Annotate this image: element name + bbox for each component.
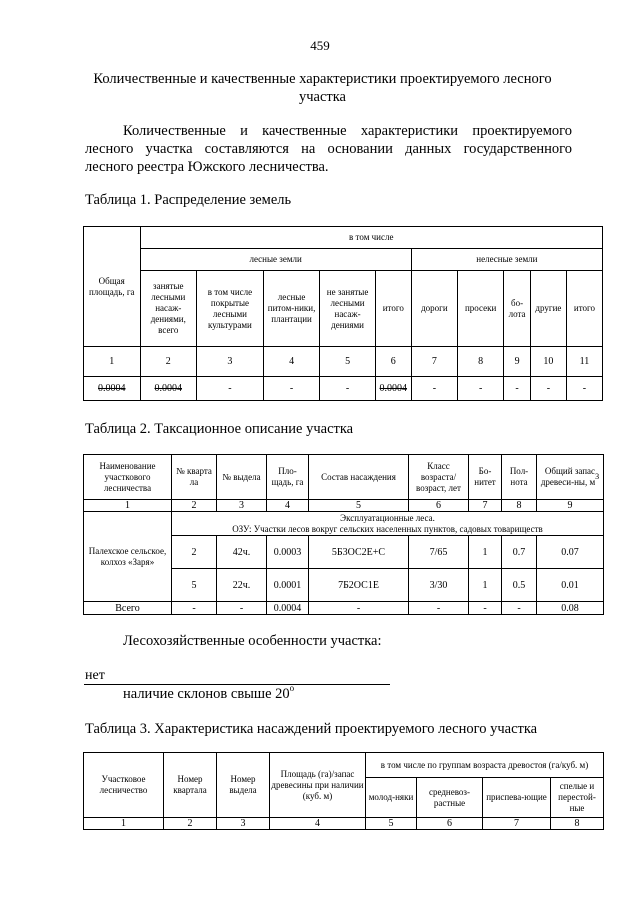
table-cell: - (530, 377, 566, 401)
table-cell: 0.0001 (267, 569, 309, 602)
header-column: бо-лота (504, 271, 531, 347)
table-cell: - (172, 602, 217, 615)
column-number: 1 (84, 818, 164, 830)
column-number: 6 (375, 347, 411, 377)
header-column: просеки (458, 271, 504, 347)
column-number: 5 (366, 818, 417, 830)
table-cell: 0.5 (502, 569, 537, 602)
column-number: 7 (483, 818, 551, 830)
table-cell: 5 (172, 569, 217, 602)
column-number: 4 (267, 500, 309, 512)
table-cell: 42ч. (217, 536, 267, 569)
taxation-table (83, 454, 604, 615)
header-column: занятые лесными насаж-дениями, всего (140, 271, 197, 347)
document-title-line-2: участка (298, 89, 346, 105)
header-column: лесные питом-ники, плантации (263, 271, 320, 347)
column-number: 5 (320, 347, 375, 377)
forest-category-line-2: ОЗУ: Участки лесов вокруг сельских населенных пунктов, садовых товариществ (232, 523, 543, 534)
header-age-groups: в том числе по группам возраста древостоя (га/куб. м) (366, 753, 604, 778)
column-number: 1 (84, 347, 141, 377)
slope-value: нет (85, 668, 105, 683)
table-cell: 7/65 (409, 536, 469, 569)
column-number: 11 (566, 347, 602, 377)
header-column: итого (375, 271, 411, 347)
column-number: 7 (469, 500, 502, 512)
header-column: не занятые лесными насаж-дениями (320, 271, 375, 347)
stand-characteristics-table (83, 752, 604, 830)
header-column: дороги (411, 271, 457, 347)
column-number: 6 (409, 500, 469, 512)
table1-caption: Таблица 1. Распределение земель (85, 192, 292, 208)
column-number: 7 (411, 347, 457, 377)
forest-category-note (172, 512, 604, 536)
column-number: 9 (537, 500, 604, 512)
slope-label-text: наличие склонов свыше 20 (123, 686, 290, 702)
column-number: 2 (172, 500, 217, 512)
header-area: Пло-щадь, га (267, 455, 309, 500)
header-volume (537, 455, 604, 500)
column-number: 3 (217, 818, 270, 830)
column-number: 8 (551, 818, 604, 830)
header-young: молод-няки (366, 778, 417, 818)
column-number: 10 (530, 347, 566, 377)
column-number: 8 (502, 500, 537, 512)
header-volume-label: Общий запас древеси-ны, м (540, 466, 596, 487)
table-cell: - (309, 602, 409, 615)
table-cell: 22ч. (217, 569, 267, 602)
section-heading: Лесохозяйственные особенности участка: (123, 633, 382, 649)
degree-sign: o (289, 683, 295, 693)
header-quarter: Номер квартала (164, 753, 217, 818)
header-allotment: № выдела (217, 455, 267, 500)
table-cell: 5Б3ОС2Е+С (309, 536, 409, 569)
header-nonforest-lands: нелесные земли (411, 249, 602, 271)
table-cell: - (566, 377, 602, 401)
header-forestry: Участковое лесничество (84, 753, 164, 818)
header-composition: Состав насаждения (309, 455, 409, 500)
header-column: в том числе покрытые лесными культурами (197, 271, 264, 347)
table-cell: 1 (469, 536, 502, 569)
table-cell: - (502, 602, 537, 615)
header-total-area: Общая площадь, га (84, 227, 141, 347)
table-cell: - (458, 377, 504, 401)
header-column: итого (566, 271, 602, 347)
table-cell: 0.07 (537, 536, 604, 569)
forestry-name: Палехское сельское, колхоз «Заря» (84, 512, 172, 602)
table-cell: 7Б2ОС1Е (309, 569, 409, 602)
table-cell: 0.0003 (267, 536, 309, 569)
column-number: 4 (263, 347, 320, 377)
table-cell: - (217, 602, 267, 615)
column-number: 3 (217, 500, 267, 512)
document-title (80, 70, 565, 106)
header-bonitet: Бо-нитет (469, 455, 502, 500)
column-number: 4 (270, 818, 366, 830)
header-middle-aged: средневоз-растные (417, 778, 483, 818)
table-cell: 2 (172, 536, 217, 569)
total-label: Всего (84, 602, 172, 615)
table-cell: 0.0004 (267, 602, 309, 615)
table-cell: - (504, 377, 531, 401)
header-allotment: Номер выдела (217, 753, 270, 818)
column-number: 3 (197, 347, 264, 377)
volume-unit-superscript: 3 (595, 472, 600, 481)
table-cell: 0.0004 (140, 377, 197, 401)
table-cell: - (320, 377, 375, 401)
slope-label (123, 683, 295, 703)
header-maturing: приспева-ющие (483, 778, 551, 818)
underline-divider (84, 684, 390, 685)
table-cell: - (411, 377, 457, 401)
table-cell: - (469, 602, 502, 615)
column-number: 1 (84, 500, 172, 512)
header-forest-lands: лесные земли (140, 249, 411, 271)
column-number: 5 (309, 500, 409, 512)
table-cell: 0.01 (537, 569, 604, 602)
header-density: Пол-нота (502, 455, 537, 500)
column-number: 9 (504, 347, 531, 377)
land-distribution-table (83, 226, 603, 401)
table-cell: 1 (469, 569, 502, 602)
header-age-class: Класс возраста/ возраст, лет (409, 455, 469, 500)
table-cell: - (409, 602, 469, 615)
column-number: 2 (140, 347, 197, 377)
table-cell: 0.0004 (84, 377, 141, 401)
table-cell: 3/30 (409, 569, 469, 602)
forest-category-line-1: Эксплуатационные леса. (340, 512, 435, 523)
header-forestry: Наименование участкового лесничества (84, 455, 172, 500)
column-number: 8 (458, 347, 504, 377)
column-number: 2 (164, 818, 217, 830)
table-cell: - (197, 377, 264, 401)
column-number: 6 (417, 818, 483, 830)
table2-caption: Таблица 2. Таксационное описание участка (85, 421, 354, 437)
header-including: в том числе (140, 227, 602, 249)
table3-caption: Таблица 3. Характеристика насаждений проектируемого лесного участка (85, 721, 538, 737)
table-cell: 0.0004 (375, 377, 411, 401)
header-area-volume: Площадь (га)/запас древесины при наличии (куб. м) (270, 753, 366, 818)
table-cell: 0.7 (502, 536, 537, 569)
header-quarter: № кварта ла (172, 455, 217, 500)
header-column: другие (530, 271, 566, 347)
table-cell: - (263, 377, 320, 401)
table-cell: 0.08 (537, 602, 604, 615)
page-number: 459 (310, 38, 330, 53)
document-title-line-1: Количественные и качественные характеристики проектируемого лесного (93, 71, 552, 87)
intro-paragraph: Количественные и качественные характеристики проектируемого лесного участка составляются на основании данных государственного лесного реестра Южского лесничества. (85, 123, 572, 175)
header-mature: спелые и перестой-ные (551, 778, 604, 818)
